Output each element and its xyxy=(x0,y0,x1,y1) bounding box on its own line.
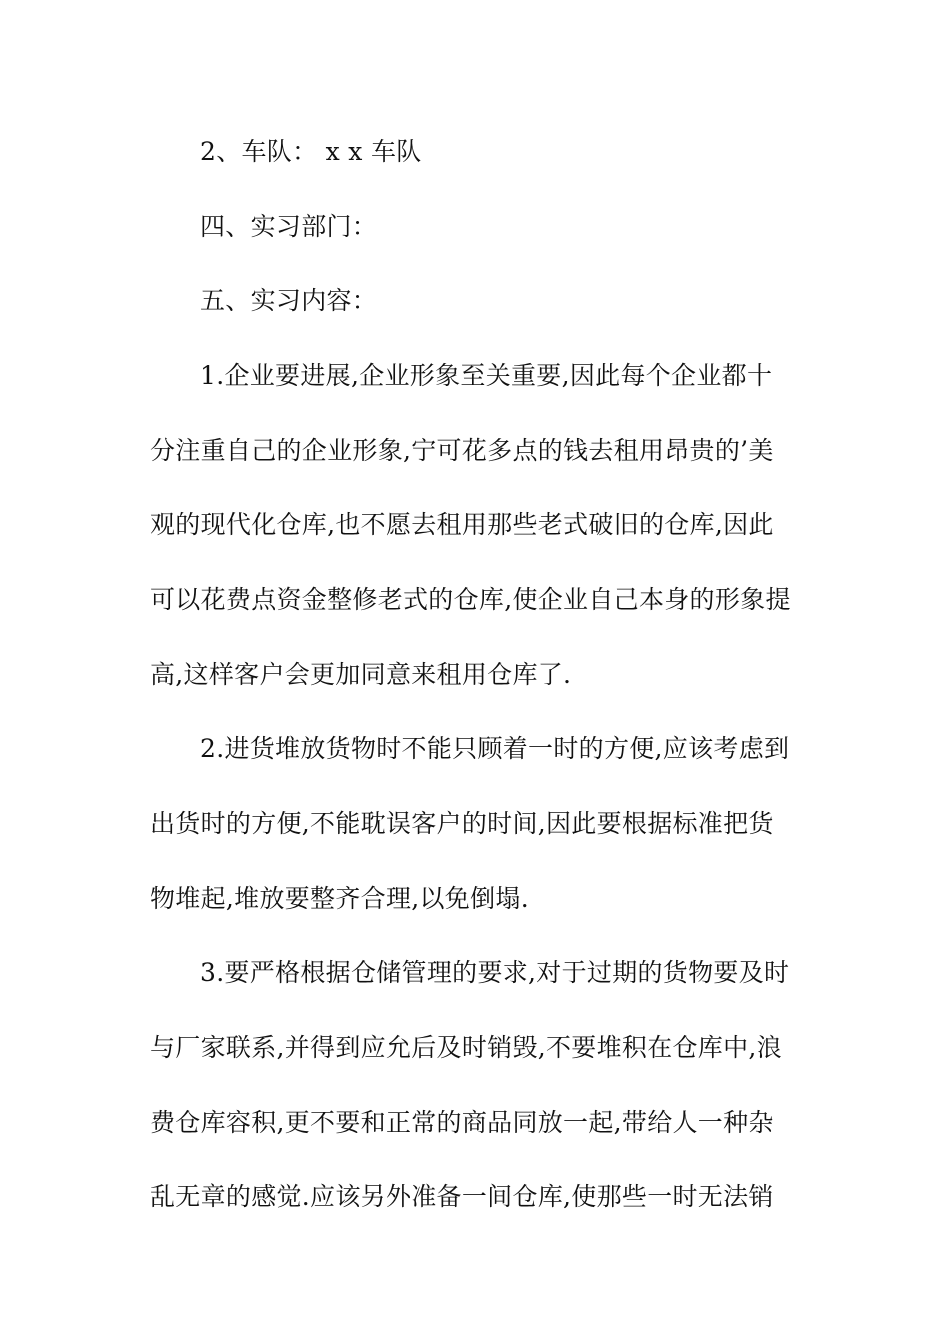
paragraph-1-line-5: 高,这样客户会更加同意来租用仓库了. xyxy=(150,660,572,689)
paragraph-3-line-1: 3.要严格根据仓储管理的要求,对于过期的货物要及时 xyxy=(200,958,790,987)
paragraph-1-line-1: 1.企业要进展,企业形象至关重要,因此每个企业都十 xyxy=(200,361,773,390)
paragraph-2-line-3: 物堆起,堆放要整齐合理,以免倒塌. xyxy=(150,884,529,913)
paragraph-1-line-4: 可以花费点资金整修老式的仓库,使企业自己本身的形象提 xyxy=(150,585,791,614)
paragraph-2-line-2: 出货时的方便,不能耽误客户的时间,因此要根据标准把货 xyxy=(150,809,774,838)
paragraph-2-line-1: 2.进货堆放货物时不能只顾着一时的方便,应该考虑到 xyxy=(200,734,790,763)
text-line-team: 2、车队： x x 车队 xyxy=(200,137,422,166)
paragraph-3-line-4: 乱无章的感觉.应该另外准备一间仓库,使那些一时无法销 xyxy=(150,1182,774,1211)
paragraph-1-line-3: 观的现代化仓库,也不愿去租用那些老式破旧的仓库,因此 xyxy=(150,510,774,539)
paragraph-1-line-2: 分注重自己的企业形象,宁可花多点的钱去租用昂贵的’美 xyxy=(150,436,774,465)
section-heading-department: 四、实习部门： xyxy=(200,212,378,241)
paragraph-3-line-3: 费仓库容积,更不要和正常的商品同放一起,带给人一种杂 xyxy=(150,1108,774,1137)
paragraph-3-line-2: 与厂家联系,并得到应允后及时销毁,不要堆积在仓库中,浪 xyxy=(150,1033,782,1062)
section-heading-content: 五、实习内容： xyxy=(200,286,378,315)
